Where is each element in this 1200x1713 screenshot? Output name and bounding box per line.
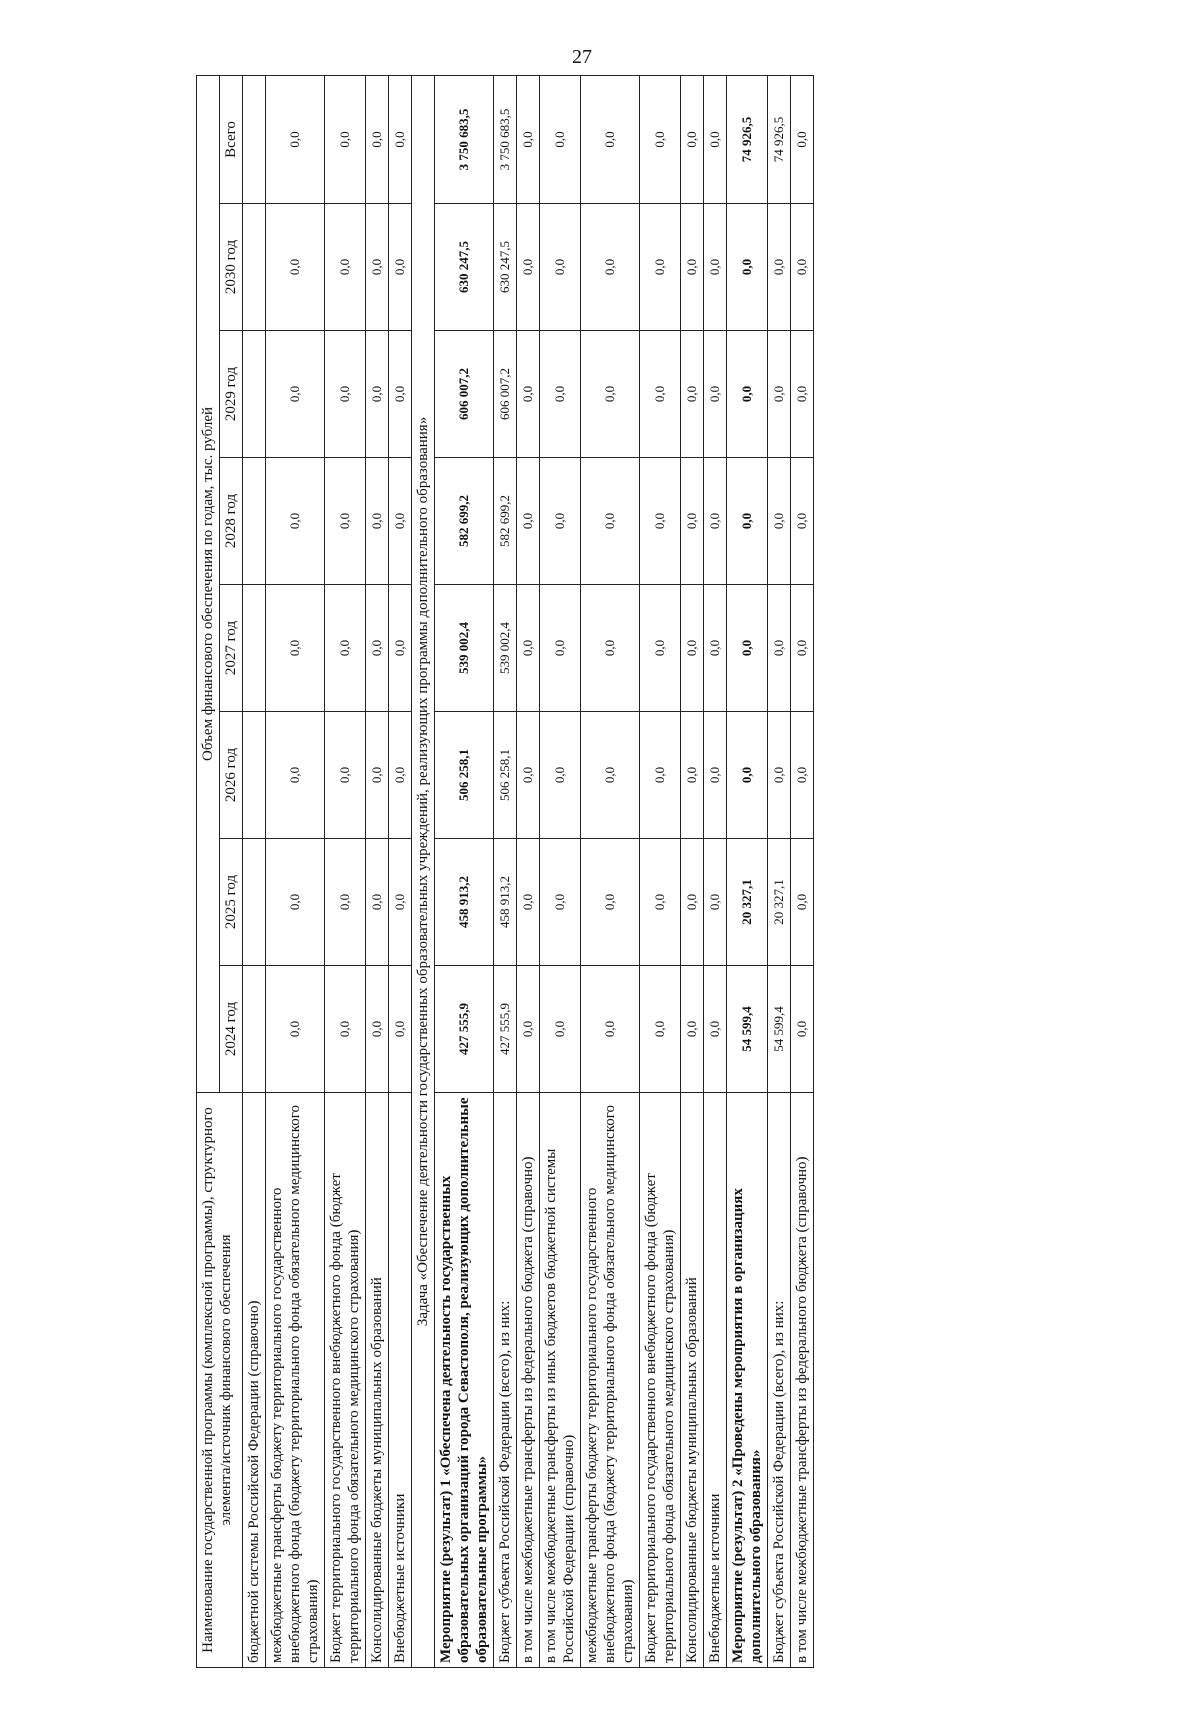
table-container [196,76,1142,1668]
row-value: 0,0 [640,839,681,966]
row-total: 0,0 [540,75,581,203]
row-value: 0,0 [325,966,366,1093]
row-value: 0,0 [389,204,412,331]
row-value: 0,0 [540,966,581,1093]
row-value [243,966,266,1093]
row-value: 0,0 [266,331,325,458]
row-value: 0,0 [681,458,704,585]
row-value: 0,0 [681,585,704,712]
row-value: 0,0 [366,839,389,966]
table-row [517,75,540,1667]
header-year: 2027 год [220,585,243,712]
row-value: 539 002,4 [435,585,494,712]
row-value: 0,0 [517,585,540,712]
table-row [640,75,681,1667]
table-body-b [435,75,814,1667]
row-value: 0,0 [366,966,389,1093]
table-row [325,75,366,1667]
row-value: 0,0 [325,585,366,712]
row-label: межбюджетные трансферты бюджету территориального государственного внебюджетного фонда (бюджету территориального фонда обязательного медицинского страхования) [266,1093,325,1668]
row-value: 0,0 [389,712,412,839]
row-total: 0,0 [704,75,727,203]
row-label: Консолидированные бюджеты муниципальных образований [681,1093,704,1668]
row-value: 0,0 [540,712,581,839]
row-value: 0,0 [768,331,791,458]
row-value: 0,0 [704,204,727,331]
row-value: 0,0 [540,204,581,331]
row-value: 0,0 [640,966,681,1093]
row-value: 0,0 [517,331,540,458]
row-value: 0,0 [266,839,325,966]
row-value: 0,0 [704,585,727,712]
table-row [791,75,814,1667]
row-label: Внебюджетные источники [704,1093,727,1668]
row-value: 0,0 [581,966,640,1093]
header-total: Всего [220,75,243,203]
row-label: Внебюджетные источники [389,1093,412,1668]
row-value [243,839,266,966]
row-value: 458 913,2 [494,839,517,966]
row-value: 0,0 [791,204,814,331]
header-name-cell: Наименование государственной программы (комплексной программы), структурного элемента/источник финансового обеспечения [197,1093,243,1668]
row-value: 54 599,4 [768,966,791,1093]
row-label: межбюджетные трансферты бюджету территориального государственного внебюджетного фонда (бюджету территориального фонда обязательного медицинского страхования) [581,1093,640,1668]
page-number: 27 [572,46,592,68]
row-value: 0,0 [768,585,791,712]
row-value: 0,0 [540,458,581,585]
row-value: 0,0 [727,204,768,331]
row-total: 0,0 [681,75,704,203]
header-year: 2028 год [220,458,243,585]
row-value: 0,0 [366,331,389,458]
row-value: 0,0 [704,712,727,839]
row-value: 0,0 [791,331,814,458]
row-value: 20 327,1 [727,839,768,966]
row-value: 506 258,1 [435,712,494,839]
header-year: 2026 год [220,712,243,839]
row-value: 0,0 [581,712,640,839]
row-value [243,458,266,585]
row-value: 0,0 [640,331,681,458]
row-value: 0,0 [540,585,581,712]
task-row [412,75,435,1667]
row-total: 0,0 [581,75,640,203]
row-value: 0,0 [727,331,768,458]
row-value: 427 555,9 [494,966,517,1093]
row-value: 0,0 [389,585,412,712]
table-row [389,75,412,1667]
row-value: 0,0 [704,458,727,585]
header-year: 2024 год [220,966,243,1093]
row-value: 0,0 [581,839,640,966]
row-value: 0,0 [640,458,681,585]
table-row [435,75,494,1667]
row-value: 0,0 [681,712,704,839]
table-row [366,75,389,1667]
row-total: 0,0 [640,75,681,203]
row-value: 539 002,4 [494,585,517,712]
row-value: 0,0 [325,204,366,331]
row-label: Бюджет субъекта Российской Федерации (всего), из них: [768,1093,791,1668]
row-value: 0,0 [768,204,791,331]
row-value: 0,0 [681,204,704,331]
row-total: 3 750 683,5 [494,75,517,203]
header-group-cell: Объем финансового обеспечения по годам, тыс. рублей [197,75,220,1092]
row-value [243,204,266,331]
row-label: Консолидированные бюджеты муниципальных образований [366,1093,389,1668]
row-value: 458 913,2 [435,839,494,966]
row-value: 0,0 [366,204,389,331]
row-value: 0,0 [389,458,412,585]
row-value: 0,0 [266,458,325,585]
header-year: 2029 год [220,331,243,458]
row-total: 0,0 [517,75,540,203]
row-value: 606 007,2 [494,331,517,458]
row-value: 0,0 [681,839,704,966]
row-value: 0,0 [517,712,540,839]
table-row [266,75,325,1667]
table-body-a [243,75,412,1667]
row-value: 54 599,4 [727,966,768,1093]
row-value: 0,0 [640,204,681,331]
row-value: 506 258,1 [494,712,517,839]
row-value: 0,0 [366,458,389,585]
row-value: 0,0 [768,712,791,839]
row-value: 0,0 [389,966,412,1093]
row-total [243,75,266,203]
row-value: 0,0 [681,966,704,1093]
row-value: 606 007,2 [435,331,494,458]
row-value: 0,0 [727,712,768,839]
row-total: 0,0 [791,75,814,203]
row-value: 0,0 [640,712,681,839]
row-value: 0,0 [266,966,325,1093]
row-value: 0,0 [581,585,640,712]
task-section [412,75,435,1667]
row-label: в том числе межбюджетные трансферты из федерального бюджета (справочно) [791,1093,814,1668]
row-value: 0,0 [581,204,640,331]
header-year: 2025 год [220,839,243,966]
row-value: 0,0 [325,331,366,458]
row-value: 0,0 [517,458,540,585]
row-label: Бюджет территориального государственного внебюджетного фонда (бюджет территориального фонда обязательного медицинского страхования) [325,1093,366,1668]
row-value: 0,0 [727,458,768,585]
row-total: 3 750 683,5 [435,75,494,203]
row-value [243,712,266,839]
table-row [494,75,517,1667]
table-row [243,75,266,1667]
row-value: 0,0 [266,204,325,331]
row-label: Бюджет субъекта Российской Федерации (всего), из них: [494,1093,517,1668]
row-label: в том числе межбюджетные трансферты из федерального бюджета (справочно) [517,1093,540,1668]
row-total: 74 926,5 [727,75,768,203]
row-value [243,331,266,458]
row-label: в том числе межбюджетные трансферты из иных бюджетов бюджетной системы Российской Федерации (справочно) [540,1093,581,1668]
row-value: 0,0 [791,966,814,1093]
table-row [540,75,581,1667]
row-value: 427 555,9 [435,966,494,1093]
row-value: 630 247,5 [494,204,517,331]
row-value: 0,0 [768,458,791,585]
table-row [768,75,791,1667]
row-value: 0,0 [325,458,366,585]
row-value: 582 699,2 [494,458,517,585]
row-value: 0,0 [640,585,681,712]
header-year: 2030 год [220,204,243,331]
row-total: 74 926,5 [768,75,791,203]
row-value: 0,0 [266,712,325,839]
row-value: 0,0 [517,839,540,966]
row-label: бюджетной системы Российской Федерации (справочно) [243,1093,266,1668]
rotated-table [196,76,1142,1668]
row-value: 0,0 [517,204,540,331]
row-value: 0,0 [366,585,389,712]
row-value [243,585,266,712]
task-cell: Задача «Обеспечение деятельности государственных образовательных учреждений, реализующих программы дополнительного образования» [412,75,435,1667]
table-row [704,75,727,1667]
row-value: 582 699,2 [435,458,494,585]
row-total: 0,0 [366,75,389,203]
row-value: 0,0 [791,712,814,839]
row-value: 630 247,5 [435,204,494,331]
row-label: Мероприятие (результат) 2 «Проведены мероприятия в организациях дополнительного образования» [727,1093,768,1668]
row-value: 0,0 [389,331,412,458]
row-value: 0,0 [325,839,366,966]
row-value: 0,0 [791,458,814,585]
row-value: 0,0 [581,458,640,585]
row-value: 0,0 [704,331,727,458]
row-value: 0,0 [517,966,540,1093]
row-value: 0,0 [389,839,412,966]
table-row [581,75,640,1667]
table-row [681,75,704,1667]
financing-table [196,75,814,1668]
row-value: 0,0 [704,966,727,1093]
row-value: 0,0 [704,839,727,966]
row-value: 0,0 [266,585,325,712]
row-value: 0,0 [791,585,814,712]
row-total: 0,0 [389,75,412,203]
row-value: 0,0 [540,331,581,458]
row-label: Бюджет территориального государственного внебюджетного фонда (бюджет территориального фонда обязательного медицинского страхования) [640,1093,681,1668]
row-value: 0,0 [681,331,704,458]
row-value: 0,0 [325,712,366,839]
table-row [727,75,768,1667]
row-value: 0,0 [791,839,814,966]
row-value: 20 327,1 [768,839,791,966]
row-value: 0,0 [540,839,581,966]
row-value: 0,0 [366,712,389,839]
row-value: 0,0 [727,585,768,712]
row-label: Мероприятие (результат) 1 «Обеспечена деятельность государственных образовательных организаций города Севастополя, реализующих дополнительные образовательные программы» [435,1093,494,1668]
row-total: 0,0 [266,75,325,203]
row-total: 0,0 [325,75,366,203]
row-value: 0,0 [581,331,640,458]
